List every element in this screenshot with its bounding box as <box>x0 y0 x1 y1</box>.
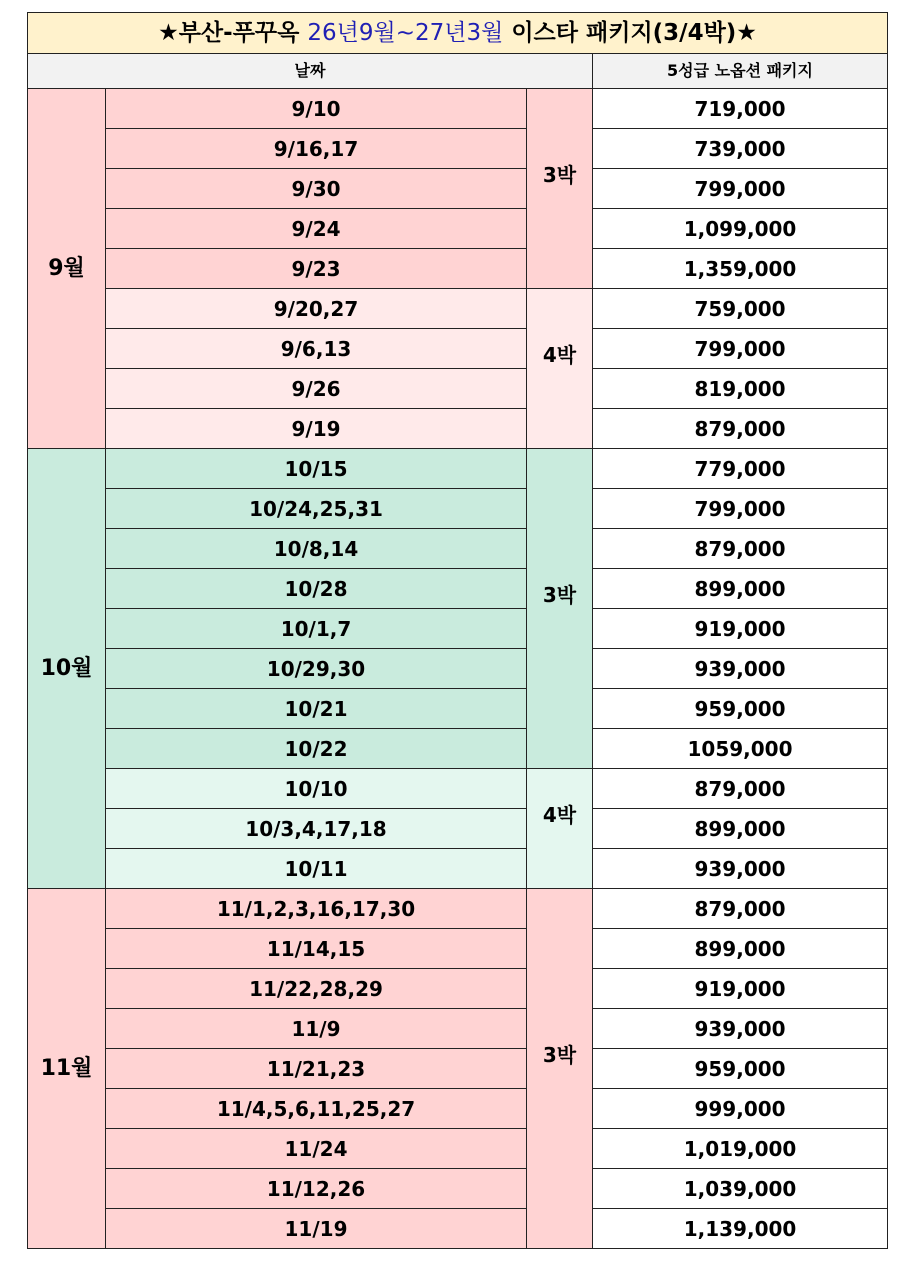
departure-dates: 10/10 <box>106 769 527 809</box>
departure-dates: 10/21 <box>106 689 527 729</box>
table-row <box>28 1169 888 1209</box>
package-price: 959,000 <box>593 689 888 729</box>
departure-dates: 10/3,4,17,18 <box>106 809 527 849</box>
nights-label <box>527 89 593 289</box>
nights-text: 4박 <box>542 802 577 827</box>
departure-dates: 9/19 <box>106 409 527 449</box>
table-row <box>28 529 888 569</box>
title-prefix: ★부산-푸꾸옥 <box>158 19 300 46</box>
departure-dates: 11/9 <box>106 1009 527 1049</box>
table-row <box>28 649 888 689</box>
table-row <box>28 289 888 329</box>
package-price: 1059,000 <box>593 729 888 769</box>
table-row <box>28 1209 888 1249</box>
departure-dates: 9/16,17 <box>106 129 527 169</box>
table-row <box>28 689 888 729</box>
nights-label <box>527 289 593 449</box>
package-price: 999,000 <box>593 1089 888 1129</box>
table-row <box>28 609 888 649</box>
table-row <box>28 129 888 169</box>
page-title <box>28 13 888 54</box>
package-price: 779,000 <box>593 449 888 489</box>
table-row <box>28 329 888 369</box>
departure-dates: 10/29,30 <box>106 649 527 689</box>
package-price: 759,000 <box>593 289 888 329</box>
departure-dates: 9/23 <box>106 249 527 289</box>
departure-dates: 10/15 <box>106 449 527 489</box>
package-price: 879,000 <box>593 409 888 449</box>
table-row <box>28 89 888 129</box>
month-label: 9월 <box>28 89 106 449</box>
package-price: 939,000 <box>593 1009 888 1049</box>
departure-dates: 11/1,2,3,16,17,30 <box>106 889 527 929</box>
nights-text: 3박 <box>542 1042 577 1067</box>
table-row <box>28 169 888 209</box>
table-row <box>28 1089 888 1129</box>
package-price: 739,000 <box>593 129 888 169</box>
departure-dates: 11/4,5,6,11,25,27 <box>106 1089 527 1129</box>
nights-text: 4박 <box>542 342 577 367</box>
departure-dates: 11/21,23 <box>106 1049 527 1089</box>
package-price: 799,000 <box>593 489 888 529</box>
departure-dates: 9/6,13 <box>106 329 527 369</box>
table-row <box>28 409 888 449</box>
departure-dates: 10/22 <box>106 729 527 769</box>
table-row <box>28 489 888 529</box>
table-row <box>28 1049 888 1089</box>
header-row <box>28 54 888 89</box>
table-row <box>28 369 888 409</box>
table-row <box>28 1129 888 1169</box>
package-price: 939,000 <box>593 849 888 889</box>
package-price: 819,000 <box>593 369 888 409</box>
title-row <box>28 13 888 54</box>
departure-dates: 10/11 <box>106 849 527 889</box>
package-price: 799,000 <box>593 169 888 209</box>
package-price: 879,000 <box>593 889 888 929</box>
package-price: 879,000 <box>593 529 888 569</box>
package-price: 899,000 <box>593 809 888 849</box>
table-row <box>28 569 888 609</box>
departure-dates: 9/10 <box>106 89 527 129</box>
nights-label <box>527 449 593 769</box>
table-row <box>28 929 888 969</box>
package-price: 1,099,000 <box>593 209 888 249</box>
package-price: 899,000 <box>593 569 888 609</box>
nights-text: 3박 <box>542 582 577 607</box>
package-price: 1,019,000 <box>593 1129 888 1169</box>
departure-dates: 10/24,25,31 <box>106 489 527 529</box>
table-row <box>28 849 888 889</box>
table-row <box>28 809 888 849</box>
package-price: 879,000 <box>593 769 888 809</box>
month-label: 11월 <box>28 889 106 1249</box>
month-label: 10월 <box>28 449 106 889</box>
departure-dates: 11/19 <box>106 1209 527 1249</box>
price-table <box>27 12 888 1249</box>
package-price: 799,000 <box>593 329 888 369</box>
table-row <box>28 769 888 809</box>
table-row <box>28 209 888 249</box>
date-column-header: 날짜 <box>28 54 593 89</box>
nights-label <box>527 769 593 889</box>
package-price: 1,039,000 <box>593 1169 888 1209</box>
table-row <box>28 249 888 289</box>
package-price: 919,000 <box>593 609 888 649</box>
departure-dates: 11/12,26 <box>106 1169 527 1209</box>
table-row <box>28 449 888 489</box>
title-suffix: 이스타 패키지(3/4박)★ <box>511 19 757 46</box>
departure-dates: 10/8,14 <box>106 529 527 569</box>
departure-dates: 11/24 <box>106 1129 527 1169</box>
table-row <box>28 729 888 769</box>
table-row <box>28 969 888 1009</box>
departure-dates: 9/20,27 <box>106 289 527 329</box>
departure-dates: 9/30 <box>106 169 527 209</box>
table-row <box>28 1009 888 1049</box>
package-price: 1,359,000 <box>593 249 888 289</box>
title-period: 26년9월~27년3월 <box>307 19 504 46</box>
package-price: 899,000 <box>593 929 888 969</box>
departure-dates: 9/24 <box>106 209 527 249</box>
departure-dates: 11/22,28,29 <box>106 969 527 1009</box>
table-row <box>28 889 888 929</box>
nights-text: 3박 <box>542 162 577 187</box>
package-price: 719,000 <box>593 89 888 129</box>
departure-dates: 10/28 <box>106 569 527 609</box>
price-column-header: 5성급 노옵션 패키지 <box>593 54 888 89</box>
package-price: 939,000 <box>593 649 888 689</box>
departure-dates: 9/26 <box>106 369 527 409</box>
package-price: 919,000 <box>593 969 888 1009</box>
departure-dates: 10/1,7 <box>106 609 527 649</box>
departure-dates: 11/14,15 <box>106 929 527 969</box>
nights-label <box>527 889 593 1249</box>
package-price: 959,000 <box>593 1049 888 1089</box>
price-sheet <box>27 12 887 1249</box>
package-price: 1,139,000 <box>593 1209 888 1249</box>
